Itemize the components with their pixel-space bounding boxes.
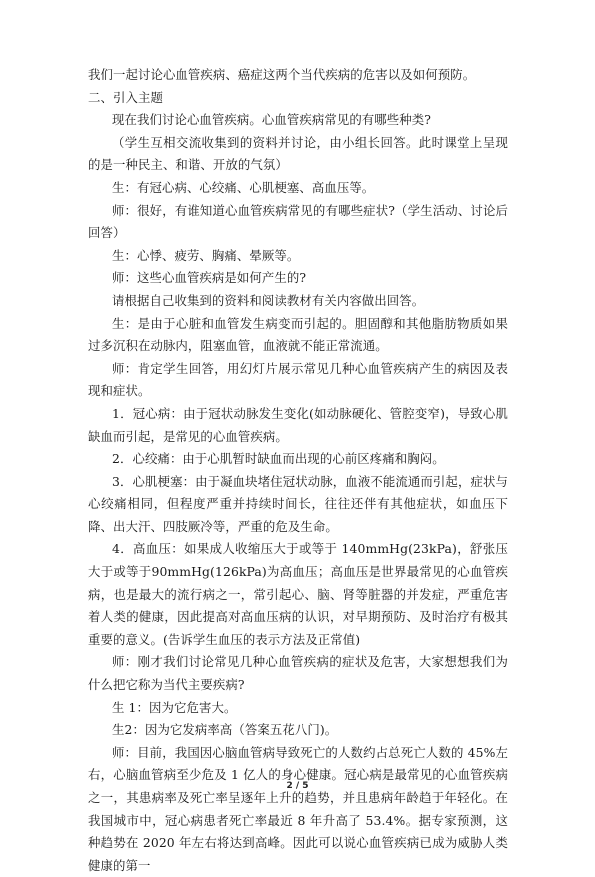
list-item: 1．冠心病：由于冠状动脉发生变化(如动脉硬化、管腔变窄)，导致心肌缺血而引起，是常见的心血管疾病。 bbox=[88, 405, 508, 444]
paragraph: 我们一起讨论心血管疾病、癌症这两个当代疾病的危害以及如何预防。 bbox=[88, 67, 476, 82]
list-item: 3．心肌梗塞：由于凝血块堵住冠状动脉，血液不能流通而引起，症状与心绞痛相同，但程度严重并持续时间长，往往还伴有其他症状，如血压下降、出大汗、四肢厥冷等，严重的危及生命。 bbox=[88, 473, 508, 534]
list-item: 4．高血压：如果成人收缩压大于或等于 140mmHg(23kPa)，舒张压大于或等于90mmHg(126kPa)为高血压；高血压是世界最常见的心血管疾病，也是最大的流行病之一，常引起心、脑、肾等脏器的并发症，严重危害着人类的健康，因此提高对高血压病的认识，对早期预防、及时治疗有极其重要的意义。(告诉学生血压的表示方法及正常值) bbox=[88, 541, 508, 647]
paragraph: 生：是由于心脏和血管发生病变而引起的。胆固醇和其他脂肪物质如果过多沉积在动脉内，阻塞血管，血液就不能正常流通。 bbox=[88, 315, 508, 354]
paragraph: 师：肯定学生回答，用幻灯片展示常见几种心血管疾病产生的病因及表现和症状。 bbox=[88, 360, 508, 399]
paragraph: 生 1：因为它危害大。 bbox=[112, 699, 237, 715]
paragraph: 生：心悸、疲劳、胸痛、晕厥等。 bbox=[112, 247, 300, 263]
list-item: 2．心绞痛：由于心肌暂时缺血而出现的心前区疼痛和胸闷。 bbox=[112, 451, 445, 467]
section-heading: 二、引入主题 bbox=[88, 89, 163, 105]
paragraph: 师：目前，我国因心脑血管病导致死亡的人数约占总死亡人数的 45%左右，心脑血管病至少危及 1 亿人的身心健康。冠心病是最常见的心血管疾病之一，其患病率及死亡率呈逐年上升的趋势，并且患病年龄趋于年轻化。在我国城市中，冠心病患者死亡率最近 8 年升高了 53.4%。据专家预测，这种趋势在 2020 年左右将达到高峰。因此可以说心血管疾病已成为威胁人类健康的第一 bbox=[88, 744, 508, 873]
document-body bbox=[88, 64, 508, 877]
paragraph: 师：这些心血管疾病是如何产生的? bbox=[112, 270, 307, 286]
paragraph: 师：很好，有谁知道心血管疾病常见的有哪些症状?（学生活动、讨论后回答） bbox=[88, 202, 508, 241]
paragraph: 生2：因为它发病率高（答案五花八门)。 bbox=[112, 722, 338, 738]
paragraph: 生：有冠心病、心绞痛、心肌梗塞、高血压等。 bbox=[112, 179, 375, 195]
paragraph: 请根据自己收集到的资料和阅读教材有关内容做出回答。 bbox=[112, 292, 425, 308]
paragraph: 师：刚才我们讨论常见几种心血管疾病的症状及危害，大家想想我们为什么把它称为当代主要疾病? bbox=[88, 654, 508, 693]
paragraph: （学生互相交流收集到的资料并讨论，由小组长回答。此时课堂上呈现的是一种民主、和谐、开放的气氛） bbox=[88, 134, 508, 173]
paragraph: 现在我们讨论心血管疾病。心血管疾病常见的有哪些种类? bbox=[112, 112, 432, 128]
page-number: 2 / 5 bbox=[286, 781, 309, 791]
